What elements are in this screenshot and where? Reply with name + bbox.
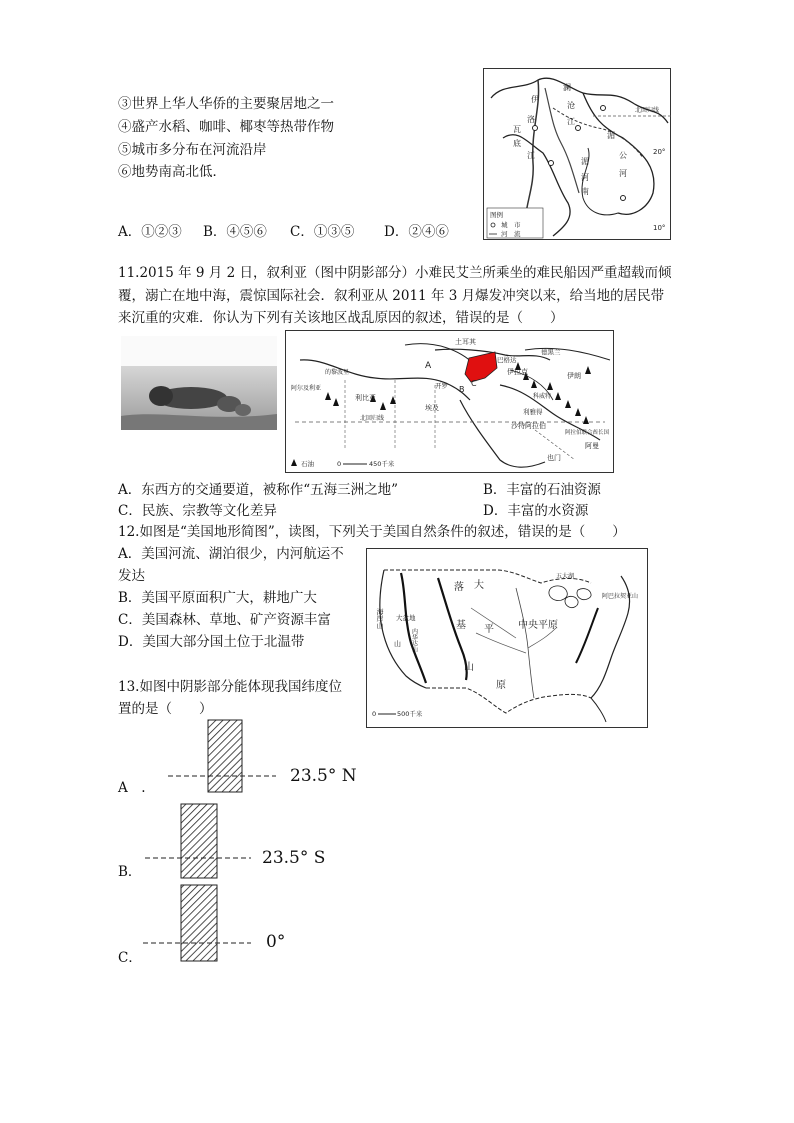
- q10-map-label-2: 伊: [531, 95, 539, 104]
- q10-map-label-7: 底: [513, 139, 521, 148]
- q10-map-lat-20: 20°: [653, 148, 666, 156]
- q10-option-b[interactable]: B．④⑤⑥: [203, 224, 267, 240]
- q13-stem-line-1: 13.如图中阴影部分能体现我国纬度位: [118, 679, 342, 695]
- q12-map-label-da: 大: [474, 580, 484, 591]
- q10-option-c[interactable]: C．①③⑤: [290, 224, 355, 240]
- q10-map-label-11: 公: [619, 151, 627, 160]
- q11-map-label-oman: 阿曼: [585, 442, 599, 450]
- q12-map-label-luo: 落: [454, 582, 464, 593]
- q10-statement-5: ⑤城市多分布在河流沿岸: [118, 142, 267, 158]
- q11-map-label-iraq: 伊拉克: [507, 368, 528, 376]
- q11-map-label-c: C: [471, 379, 477, 388]
- q10-map-label-9: 湄: [607, 131, 615, 140]
- q11-option-d[interactable]: D．丰富的水资源: [483, 503, 589, 519]
- q12-map-label-coast-range: 海岸山: [376, 608, 384, 629]
- q11-option-a[interactable]: A．东西方的交通要道，被称作“五海三洲之地”: [118, 482, 399, 498]
- q13-option-b-lat: 23.5° S: [262, 848, 326, 868]
- q11-map-scale-end: 450千米: [369, 460, 395, 468]
- q10-map-label-5: 江: [567, 117, 575, 126]
- q10-map-label-13: 河: [619, 169, 627, 178]
- q10-option-d[interactable]: D．②④⑥: [384, 224, 449, 240]
- q12-option-d[interactable]: D．美国大部分国土位于北温带: [118, 634, 305, 650]
- q13-stem-line-2: 置的是（ ）: [118, 701, 213, 717]
- q10-map-label-3: 沧: [567, 101, 575, 110]
- q11-map-label-uae: 阿拉伯联合酋长国: [565, 430, 610, 436]
- q10-option-a[interactable]: A．①②③: [118, 224, 182, 240]
- q11-stem-line-1: 11.2015 年 9 月 2 日，叙利亚（图中阴影部分）小难民艾兰所乘坐的难民船因严重超载而倾: [118, 265, 672, 281]
- q11-stem-line-3: 来沉重的灾难．你认为下列有关该地区战乱原因的叙述，错误的是（ ）: [118, 310, 564, 326]
- q11-option-b[interactable]: B．丰富的石油资源: [483, 482, 601, 498]
- q11-map-label-saudi: 沙特阿拉伯: [511, 422, 546, 430]
- q11-middle-east-map: [285, 330, 614, 473]
- q11-map-label-baghdad: 巴格达: [497, 356, 517, 364]
- q12-option-b[interactable]: B．美国平原面积广大，耕地广大: [118, 590, 317, 606]
- q10-map-legend-river: 河 流: [501, 230, 521, 238]
- q12-usa-map: [366, 548, 648, 728]
- q10-indochina-map: [483, 68, 671, 240]
- q11-map-label-tropic: 北回归线: [360, 415, 385, 422]
- q12-map-label-yuan: 原: [496, 680, 506, 691]
- q10-map-lat-10: 10°: [653, 224, 666, 232]
- q10-map-label-8: 江: [527, 151, 535, 160]
- q12-option-c[interactable]: C．美国森林、草地、矿产资源丰富: [118, 612, 331, 628]
- q11-map-label-cairo: 开罗: [435, 382, 448, 390]
- q10-map-label-1: 澜: [563, 83, 571, 92]
- q12-option-a-line-2[interactable]: 发达: [118, 568, 145, 584]
- q11-map-label-tripoli: 的黎波里: [325, 369, 350, 376]
- q12-map-label-sierra: 内华达山: [410, 628, 418, 652]
- q13-option-b-letter[interactable]: B．: [118, 864, 142, 880]
- q10-map-label-4: 洛: [527, 115, 535, 124]
- q10-statement-3: ③世界上华人华侨的主要聚居地之一: [118, 96, 334, 112]
- q11-map-label-libya: 利比亚: [355, 394, 376, 402]
- q13-option-a-letter[interactable]: A .: [118, 780, 146, 796]
- q10-map-label-12: 河: [581, 173, 589, 182]
- q12-map-label-great-lakes: 五大湖: [556, 573, 575, 580]
- q13-option-c-lat: 0°: [266, 932, 286, 952]
- q11-map-label-algeria: 阿尔及利亚: [291, 385, 322, 392]
- q11-map-scale-zero: 0: [337, 460, 342, 468]
- q10-map-legend-city: 城 市: [501, 221, 521, 229]
- q12-option-a-line-1[interactable]: A．美国河流、湖泊很少，内河航运不: [118, 546, 344, 562]
- q12-map-label-great-basin: 大盆地: [396, 614, 416, 622]
- q12-map-label-shan: 山: [464, 662, 474, 673]
- q12-map-label-ji: 基: [456, 620, 466, 631]
- q13-option-c-letter[interactable]: C．: [118, 950, 142, 966]
- q12-map-scale-zero: 0: [372, 710, 377, 718]
- q11-refugee-photo: [121, 336, 277, 430]
- q10-map-label-14: 南: [581, 187, 589, 196]
- q10-statement-4: ④盛产水稻、咖啡、椰枣等热带作物: [118, 119, 334, 135]
- q11-map-label-b: B: [459, 385, 465, 394]
- q11-map-label-egypt: 埃及: [425, 404, 439, 412]
- q12-stem: 12.如图是“美国地形简图”，读图，下列关于美国自然条件的叙述，错误的是（ ）: [118, 524, 626, 540]
- q10-map-legend-title: 图例: [490, 211, 503, 219]
- q11-map-label-tehran: 德黑兰: [541, 348, 561, 356]
- q12-map-label-appalachian: 阿巴拉契亚山: [602, 593, 639, 600]
- q12-map-label-ping: 平: [484, 624, 494, 635]
- q11-map-label-kuwait: 科威特: [533, 393, 552, 400]
- q11-stem-line-2: 覆，溺亡在地中海，震惊国际社会．叙利亚从 2011 年 3 月爆发冲突以来，给当地的居民带: [118, 288, 665, 304]
- q11-option-c[interactable]: C．民族、宗教等文化差异: [118, 503, 277, 519]
- q10-statement-6: ⑥地势南高北低．: [118, 164, 226, 180]
- q11-map-label-yemen: 也门: [547, 454, 561, 462]
- q12-map-label-shan-2: 山: [394, 640, 401, 648]
- q13-option-b-figure[interactable]: [145, 802, 305, 882]
- q10-map-tropic-label: 北回归线: [635, 107, 660, 114]
- q11-map-label-a: A: [425, 361, 432, 371]
- q11-map-legend-oil: 石油: [301, 460, 314, 468]
- q12-map-scale-end: 500千米: [397, 710, 423, 718]
- q13-option-a-lat: 23.5° N: [290, 766, 357, 786]
- q12-map-label-central-plain: 中央平原: [518, 620, 558, 631]
- q11-map-label-iran: 伊朗: [567, 372, 581, 380]
- q10-map-label-10: 湄: [581, 157, 589, 166]
- q10-map-label-6: 瓦: [513, 125, 521, 134]
- q11-map-label-turkey: 土耳其: [455, 338, 476, 346]
- q11-map-label-riyadh: 利雅得: [523, 408, 543, 416]
- q13-option-c-figure[interactable]: [143, 883, 303, 965]
